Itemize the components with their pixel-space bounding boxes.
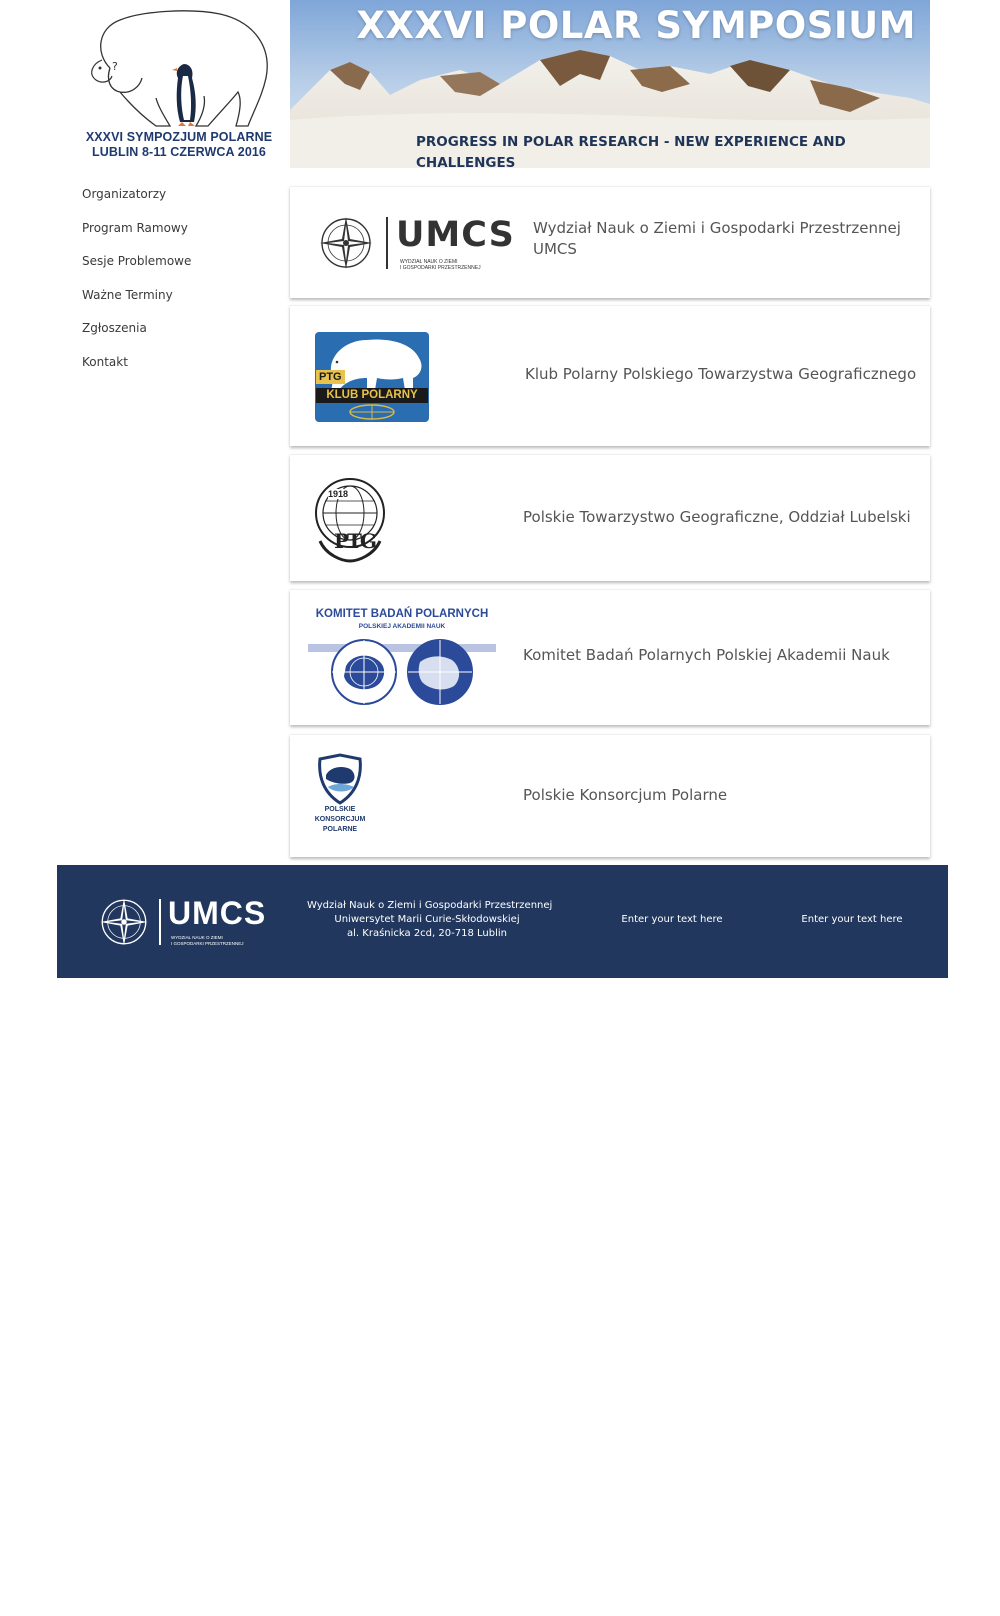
- logo-line-2: LUBLIN 8-11 CZERWCA 2016: [92, 145, 266, 159]
- footer-address-line-2: Uniwersytet Marii Curie-Skłodowskiej: [334, 914, 520, 925]
- footer-column-3: Enter your text here: [621, 914, 723, 925]
- nav-item-organizatorzy[interactable]: Organizatorzy: [82, 187, 167, 201]
- ptg-year: 1918: [328, 489, 349, 499]
- kbp-title: KOMITET BADAŃ POLARNYCH: [315, 608, 489, 620]
- umcs-sub-2: I GOSPODARKI PRZESTRZENNEJ: [400, 265, 481, 271]
- pkp-logo-line-3: POLARNE: [322, 826, 358, 833]
- nav-item-wazne-terminy[interactable]: Ważne Terminy: [82, 287, 173, 302]
- umcs-divider: [386, 217, 388, 269]
- klub-polarny-logo: [315, 332, 429, 422]
- footer: [57, 865, 948, 978]
- footer-umcs-sub-2: I GOSPODARKI PRZESTRZENNEJ: [171, 941, 244, 946]
- sidebar-nav: [82, 186, 262, 387]
- banner-subtitle: PROGRESS IN POLAR RESEARCH - NEW EXPERIENCE AND CHALLENGES: [416, 134, 846, 168]
- organizer-name-klub-polarny: Klub Polarny Polskiego Towarzystwa Geograficznego: [525, 365, 917, 383]
- pkp-logo-line-2: KONSORCJUM: [314, 816, 366, 823]
- organizer-card-ptg-lubelski[interactable]: [290, 454, 930, 581]
- kbp-subtitle: POLSKIEJ AKADEMII NAUK: [358, 623, 446, 630]
- pkp-logo: [312, 753, 368, 839]
- arctic-globe-icon: [408, 640, 472, 704]
- footer-address-line-1: Wydział Nauk o Ziemi i Gospodarki Przestrzennej: [307, 900, 553, 911]
- nav-item-kontakt[interactable]: Kontakt: [82, 354, 128, 369]
- organizer-card-pkp[interactable]: [290, 734, 930, 857]
- organizer-card-umcs[interactable]: [290, 186, 930, 298]
- footer-umcs-sub-1: WYDZIAŁ NAUK O ZIEMI: [171, 935, 223, 940]
- nav-item-zgloszenia[interactable]: Zgłoszenia: [82, 321, 147, 335]
- organizer-card-klub-polarny[interactable]: [290, 305, 930, 446]
- footer-column-4: Enter your text here: [801, 914, 903, 925]
- organizer-name-kbp-pan: Komitet Badań Polarnych Polskiej Akademii Nauk: [523, 646, 890, 664]
- organizer-card-kbp-pan[interactable]: [290, 589, 930, 725]
- footer-umcs-divider: [159, 899, 161, 945]
- klub-polarny-label: KLUB POLARNY: [316, 388, 428, 403]
- bear-shield-icon: [312, 753, 368, 805]
- logo-line-1: XXXVI SYMPOZJUM POLARNE: [85, 130, 273, 144]
- symposium-logo[interactable]: [80, 8, 276, 163]
- compass-rose-icon: [314, 211, 378, 275]
- nav-item-sesje-problemowe[interactable]: Sesje Problemowe: [82, 254, 192, 268]
- organizer-name-pkp: Polskie Konsorcjum Polarne: [523, 786, 728, 804]
- footer-umcs-wordmark: UMCS: [168, 895, 267, 931]
- umcs-wordmark: UMCS: [396, 215, 515, 255]
- compass-rose-icon: [95, 893, 153, 951]
- pkp-logo-line-1: POLSKIE: [324, 806, 356, 813]
- nav-item-program-ramowy[interactable]: Program Ramowy: [82, 220, 188, 235]
- antarctica-globe-icon: [332, 640, 396, 704]
- footer-address: [307, 899, 553, 941]
- footer-umcs-logo[interactable]: [95, 893, 275, 953]
- kbp-pan-logo: [308, 608, 496, 708]
- organizer-name-umcs: Wydział Nauk o Ziemi i Gospodarki Przestrzennej UMCS: [533, 219, 901, 258]
- ptg-badge: PTG: [316, 370, 345, 384]
- ptg-letters: PTG: [334, 529, 376, 553]
- polar-bear-penguin-icon: [80, 8, 276, 130]
- organizer-name-ptg-lubelski: Polskie Towarzystwo Geograficzne, Oddział Lubelski: [523, 508, 911, 526]
- banner-title: XXXVI POLAR SYMPOSIUM: [356, 4, 916, 47]
- ptg-lubelski-logo: [312, 471, 388, 563]
- svg-text:?: ?: [112, 60, 118, 73]
- umcs-logo: [314, 211, 515, 275]
- kbp-globes-graphic: [308, 632, 496, 710]
- footer-address-line-3: al. Kraśnicka 2cd, 20-718 Lublin: [347, 928, 507, 939]
- header-banner: [290, 0, 930, 168]
- umcs-sub-1: WYDZIAŁ NAUK O ZIEMI: [400, 259, 458, 265]
